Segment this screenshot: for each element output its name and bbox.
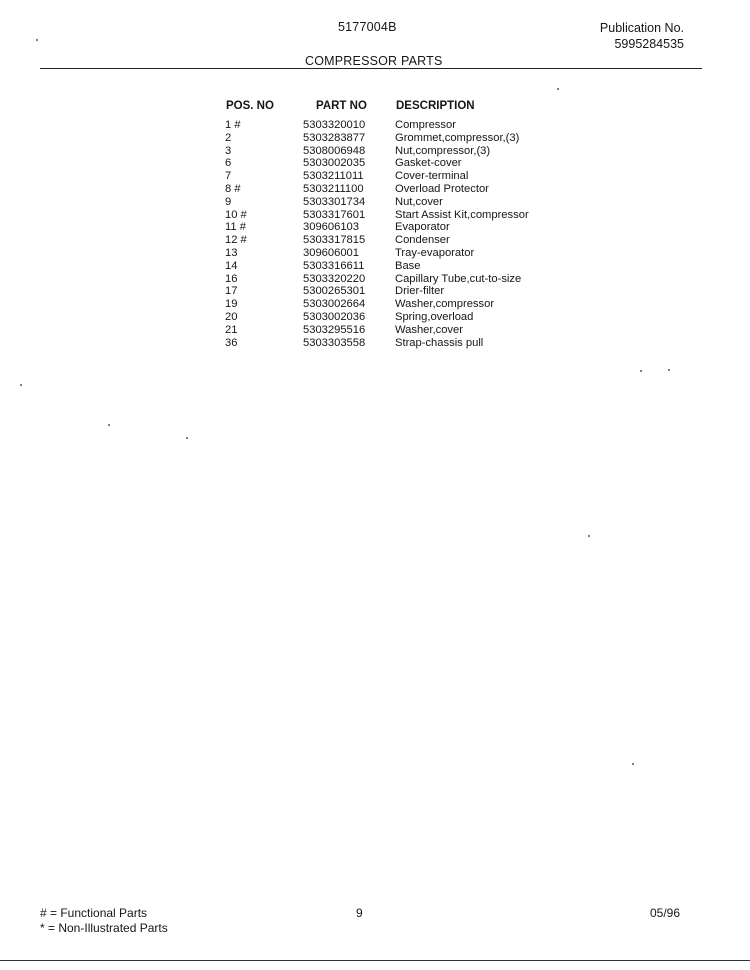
table-row — [225, 324, 645, 337]
part-cell: 5303295516 — [303, 323, 366, 336]
table-row — [225, 132, 645, 145]
column-header-pos: POS. NO — [226, 100, 274, 112]
pos-cell: 6 — [225, 157, 232, 170]
publication-date: 05/96 — [650, 906, 681, 920]
table-row — [225, 247, 645, 260]
table-row — [225, 260, 645, 273]
description-cell: Washer,cover — [395, 323, 463, 336]
legend — [40, 906, 168, 936]
pos-cell: 16 — [225, 272, 238, 285]
table-row — [225, 170, 645, 183]
description-cell: Evaporator — [395, 221, 450, 234]
description-cell: Overload Protector — [395, 182, 489, 195]
part-cell: 5303317601 — [303, 208, 366, 221]
table-row — [225, 311, 645, 324]
pos-cell: 7 — [225, 170, 232, 183]
pos-cell: 13 — [225, 246, 238, 259]
part-cell: 5303301734 — [303, 195, 366, 208]
part-cell: 5303283877 — [303, 131, 366, 144]
scan-speck — [668, 369, 670, 371]
model-number: 5177004B — [338, 20, 397, 34]
publication-block — [598, 20, 684, 52]
table-row — [225, 183, 645, 196]
description-cell: Cover-terminal — [395, 170, 469, 183]
publication-number: 5995284535 — [614, 37, 684, 51]
part-cell: 309606103 — [303, 221, 359, 234]
scan-speck — [186, 437, 188, 439]
description-cell: Drier-filter — [395, 285, 445, 298]
description-cell: Washer,compressor — [395, 298, 495, 311]
table-row — [225, 273, 645, 286]
pos-cell: 1 # — [225, 119, 241, 131]
description-cell: Nut,compressor,(3) — [395, 144, 491, 157]
scan-speck — [588, 535, 590, 537]
description-cell: Spring,overload — [395, 310, 474, 323]
description-cell: Base — [395, 259, 421, 272]
section-title: COMPRESSOR PARTS — [305, 54, 443, 68]
pos-cell: 11 # — [225, 221, 246, 234]
pos-cell: 17 — [225, 285, 238, 298]
header-rule — [40, 68, 702, 69]
scan-speck — [632, 763, 634, 765]
part-cell: 5300265301 — [303, 285, 366, 298]
scan-speck — [108, 424, 110, 426]
table-row — [225, 234, 645, 247]
footer-rule — [0, 960, 750, 961]
table-row — [225, 298, 645, 311]
part-cell: 5303320220 — [303, 272, 366, 285]
table-row — [225, 196, 645, 209]
part-cell: 5303002036 — [303, 310, 366, 323]
pos-cell: 19 — [225, 298, 238, 311]
table-row — [225, 221, 645, 234]
scan-speck — [557, 88, 559, 90]
pos-cell: 20 — [225, 310, 238, 323]
page-number: 9 — [356, 906, 363, 920]
part-cell: 5303002664 — [303, 298, 366, 311]
description-cell: Strap-chassis pull — [395, 336, 484, 349]
table-row — [225, 157, 645, 170]
part-cell: 309606001 — [303, 246, 359, 259]
description-cell: Capillary Tube,cut-to-size — [395, 272, 522, 285]
part-cell: 5303211100 — [303, 182, 364, 195]
table-row — [225, 209, 645, 222]
pos-cell: 10 # — [225, 208, 247, 221]
description-cell: Tray-evaporator — [395, 246, 475, 259]
table-row — [225, 119, 645, 132]
pos-cell: 9 — [225, 195, 232, 208]
legend-non-illustrated: * = Non-Illustrated Parts — [40, 921, 168, 935]
table-row — [225, 337, 645, 350]
part-cell: 5303211011 — [303, 170, 364, 183]
part-cell: 5308006948 — [303, 144, 366, 157]
part-cell: 5303303558 — [303, 336, 366, 349]
legend-functional: # = Functional Parts — [40, 906, 148, 920]
column-header-part: PART NO — [316, 100, 367, 112]
description-cell: Grommet,compressor,(3) — [395, 131, 520, 144]
part-cell: 5303317815 — [303, 234, 366, 247]
publication-label: Publication No. — [599, 21, 684, 35]
description-cell: Condenser — [395, 234, 450, 247]
pos-cell: 14 — [225, 259, 238, 272]
description-cell: Compressor — [395, 119, 456, 131]
part-cell: 5303316611 — [303, 259, 365, 272]
description-cell: Start Assist Kit,compressor — [395, 208, 529, 221]
scan-speck — [20, 384, 22, 386]
description-cell: Gasket-cover — [395, 157, 462, 170]
pos-cell: 21 — [225, 323, 238, 336]
scan-speck — [36, 39, 38, 41]
parts-table-body — [225, 119, 645, 349]
table-row — [225, 145, 645, 158]
part-cell: 5303320010 — [303, 119, 366, 131]
pos-cell: 12 # — [225, 234, 247, 247]
pos-cell: 8 # — [225, 182, 241, 195]
description-cell: Nut,cover — [395, 195, 443, 208]
scan-speck — [640, 370, 642, 372]
pos-cell: 2 — [225, 131, 232, 144]
pos-cell: 3 — [225, 144, 232, 157]
column-header-description: DESCRIPTION — [396, 100, 475, 112]
table-row — [225, 285, 645, 298]
pos-cell: 36 — [225, 336, 238, 349]
part-cell: 5303002035 — [303, 157, 366, 170]
